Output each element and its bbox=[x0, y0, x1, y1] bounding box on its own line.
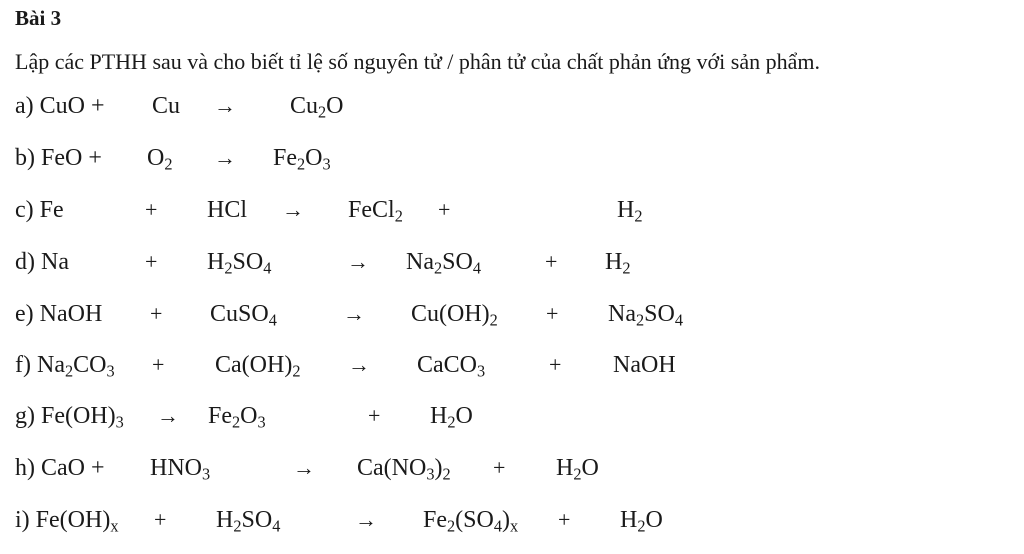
arrow-symbol: → bbox=[347, 249, 369, 274]
plus-symbol: + bbox=[558, 507, 571, 532]
plus-symbol: + bbox=[438, 197, 451, 222]
exercise-instruction: Lập các PTHH sau và cho biết tỉ lệ số nguyên tử / phân tử của chất phản ứng với sản phẩm. bbox=[15, 49, 820, 74]
equation-row bbox=[0, 192, 1024, 228]
formula-term: CuSO$_4$ bbox=[210, 301, 277, 330]
formula-term: $H_2O$ bbox=[556, 455, 599, 484]
plus-symbol: + bbox=[368, 403, 381, 428]
arrow-symbol: → bbox=[282, 197, 304, 222]
plus-symbol: + bbox=[549, 352, 562, 377]
formula-term: b) FeO + bbox=[15, 145, 102, 171]
equation-row bbox=[0, 347, 1024, 383]
equation-row bbox=[0, 296, 1024, 332]
formula-term: $Na_2SO_4$ bbox=[608, 301, 683, 330]
formula-term: i) $Fe(OH)_x$ bbox=[15, 507, 119, 536]
plus-symbol: + bbox=[145, 249, 158, 274]
formula-term: Cu bbox=[152, 93, 181, 119]
arrow-symbol: → bbox=[343, 301, 365, 326]
formula-term: $H_2O$ bbox=[620, 507, 663, 536]
plus-symbol: + bbox=[152, 352, 165, 377]
formula-term: $H_2SO_4$ bbox=[207, 249, 272, 278]
formula-term: $O_2$ bbox=[147, 145, 173, 174]
formula-term: h) CaO + bbox=[15, 455, 105, 481]
formula-term: $Fe_2O_3$ bbox=[273, 145, 331, 174]
plus-symbol: + bbox=[546, 301, 559, 326]
formula-term: c) Fe bbox=[15, 197, 64, 223]
formula-term: FeCl$_2$ bbox=[348, 197, 403, 226]
formula-term: NaOH bbox=[613, 352, 676, 378]
formula-term: $H_2SO_4$ bbox=[216, 507, 281, 536]
equation-row bbox=[0, 398, 1024, 434]
formula-term: $Fe_2O_3$ bbox=[208, 403, 266, 432]
formula-term: CaCO$_3$ bbox=[417, 352, 486, 381]
arrow-symbol: → bbox=[293, 455, 315, 480]
equation-row bbox=[0, 450, 1024, 486]
arrow-symbol: → bbox=[157, 403, 179, 428]
formula-term: $Cu(OH)_2$ bbox=[411, 301, 498, 330]
formula-term: $Fe_2(SO_4)_x$ bbox=[423, 507, 519, 536]
arrow-symbol: → bbox=[214, 93, 236, 118]
formula-term: a) CuO + bbox=[15, 93, 105, 119]
formula-term: HCl bbox=[207, 197, 248, 223]
formula-term: e) NaOH bbox=[15, 301, 103, 327]
formula-term: $Na_2SO_4$ bbox=[406, 249, 481, 278]
equation-row bbox=[0, 244, 1024, 280]
equation-row bbox=[0, 88, 1024, 124]
formula-term: $HNO_3$ bbox=[150, 455, 211, 484]
equation-row bbox=[0, 140, 1024, 176]
plus-symbol: + bbox=[493, 455, 506, 480]
formula-term: $H_2$ bbox=[617, 197, 643, 226]
formula-term: $Ca(OH)_2$ bbox=[215, 352, 301, 381]
formula-term: $H_2O$ bbox=[430, 403, 473, 432]
formula-term: $Cu_2O$ bbox=[290, 93, 344, 122]
formula-term: $H_2$ bbox=[605, 249, 631, 278]
plus-symbol: + bbox=[154, 507, 167, 532]
plus-symbol: + bbox=[545, 249, 558, 274]
arrow-symbol: → bbox=[355, 507, 377, 532]
exercise-title: Bài 3 bbox=[15, 6, 62, 30]
equation-row bbox=[0, 502, 1024, 538]
plus-symbol: + bbox=[145, 197, 158, 222]
arrow-symbol: → bbox=[348, 352, 370, 377]
plus-symbol: + bbox=[150, 301, 163, 326]
arrow-symbol: → bbox=[214, 145, 236, 170]
formula-term: d) Na bbox=[15, 249, 69, 275]
formula-term: $Ca(NO_3)_2$ bbox=[357, 455, 451, 484]
formula-term: g) $Fe(OH)_3$ bbox=[15, 403, 124, 432]
formula-term: f) $Na_2CO_3$ bbox=[15, 352, 115, 381]
